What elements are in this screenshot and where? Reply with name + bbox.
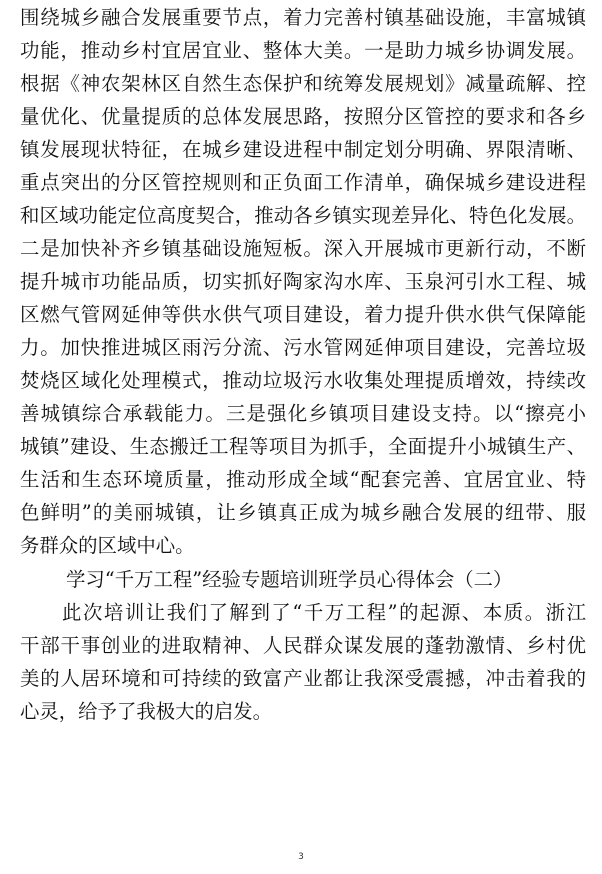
- body-text-line: 镇发展现状特征，在城乡建设进程中制定划分明确、界限清晰、: [20, 138, 586, 161]
- page-number: 3: [298, 852, 304, 862]
- body-text-line: 干部干事创业的进取精神、人民群众谋发展的蓬勃激情、乡村优: [20, 634, 586, 657]
- body-text-line: 和区域功能定位高度契合，推动各乡镇实现差异化、特色化发展。: [20, 204, 586, 227]
- body-text-line: 力。加快推进城区雨污分流、污水管网延伸项目建设，完善垃圾: [20, 336, 586, 359]
- body-text-line: 心灵，给予了我极大的启发。: [20, 700, 273, 723]
- body-text-line: 美的人居环境和可持续的致富产业都让我深受震撼，冲击着我的: [20, 667, 586, 690]
- body-text-line: 根据《神农架林区自然生态保护和统筹发展规划》减量疏解、控: [20, 72, 586, 95]
- body-text-line: 围绕城乡融合发展重要节点，着力完善村镇基础设施，丰富城镇: [20, 6, 586, 29]
- body-text-line: 功能，推动乡村宜居宜业、整体大美。一是助力城乡协调发展。: [20, 39, 586, 62]
- body-text-line: 量优化、优量提质的总体发展思路，按照分区管控的要求和各乡: [20, 105, 586, 128]
- body-text-line: 提升城市功能品质，切实抓好陶家沟水库、玉泉河引水工程、城: [20, 270, 586, 293]
- body-text-line: 善城镇综合承载能力。三是强化乡镇项目建设支持。以“擦亮小: [20, 402, 586, 425]
- body-text-line: 焚烧区域化处理模式，推动垃圾污水收集处理提质增效，持续改: [20, 369, 586, 392]
- body-text-line: 色鲜明”的美丽城镇，让乡镇真正成为城乡融合发展的纽带、服: [20, 501, 586, 524]
- body-text-line: 二是加快补齐乡镇基础设施短板。深入开展城市更新行动，不断: [20, 237, 586, 260]
- body-text-line: 重点突出的分区管控规则和正负面工作清单，确保城乡建设进程: [20, 171, 586, 194]
- body-text-line: 生活和生态环境质量，推动形成全域“配套完善、宜居宜业、特: [20, 468, 586, 491]
- body-text-line: 区燃气管网延伸等供水供气项目建设，着力提升供水供气保障能: [20, 303, 586, 326]
- section-heading: 学习“千万工程”经验专题培训班学员心得体会（二）: [66, 568, 513, 591]
- body-text-line: 城镇”建设、生态搬迁工程等项目为抓手，全面提升小城镇生产、: [20, 435, 586, 458]
- body-text-line: 此次培训让我们了解到了“千万工程”的起源、本质。浙江: [62, 601, 586, 624]
- body-text-line: 务群众的区域中心。: [20, 534, 195, 557]
